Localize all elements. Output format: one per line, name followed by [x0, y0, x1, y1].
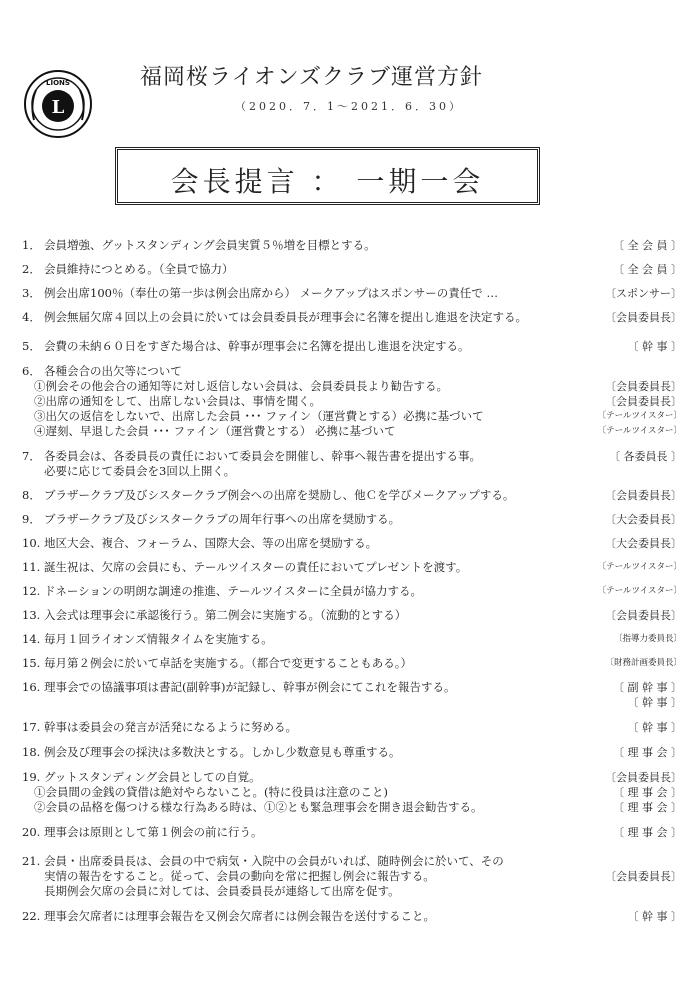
responsible-role: 〔 幹 事 〕: [627, 696, 682, 709]
responsible-role: 〔 幹 事 〕: [627, 340, 682, 353]
item-number: 22.: [22, 909, 41, 923]
responsible-role: [572, 854, 682, 869]
item-text: 長期例会欠席の会員に対しては、会員委員長が連絡して出席を促す。: [44, 884, 400, 898]
president-motto: 会長提言 ： 一期一会: [170, 165, 485, 198]
policy-item: [22, 488, 682, 503]
policy-item: [22, 238, 682, 253]
responsible-role: 〔 全 会 員 〕: [613, 263, 682, 276]
responsible-role: 〔 幹 事 〕: [627, 910, 682, 923]
responsible-role: 〔大会委員長〕: [605, 537, 682, 550]
motto-box: [115, 147, 540, 205]
item-number: 17.: [22, 720, 41, 734]
item-text: ①会員間の金銭の貸借は絶対やらないこと。(特に役員は注意のこと): [34, 785, 388, 799]
responsible-role: 〔スポンサー〕: [605, 287, 682, 300]
item-number: 10.: [22, 536, 41, 550]
policy-item: [22, 656, 682, 671]
responsible-role: 〔会員委員長〕: [605, 489, 682, 502]
responsible-role: 〔 理 事 会 〕: [613, 746, 682, 759]
item-number: 12.: [22, 584, 41, 598]
responsible-role: 〔 理 事 会 〕: [613, 826, 682, 839]
item-number: 11.: [22, 560, 41, 574]
responsible-role: 〔 理 事 会 〕: [613, 786, 682, 799]
item-text: 各種会合の出欠等について: [44, 364, 182, 378]
lions-logo: [22, 68, 94, 140]
item-text: 毎月第２例会に於いて卓話を実施する。（都合で変更することもある。）: [44, 656, 412, 670]
responsible-role: [572, 884, 682, 899]
item-text: 各委員会は、各委員長の責任において委員会を開催し、幹事へ報告書を提出する事。: [44, 449, 481, 463]
item-number: 18.: [22, 745, 41, 759]
responsible-role: 〔会員委員長〕: [605, 395, 682, 408]
responsible-role: 〔財務計画委員長〕: [605, 658, 682, 668]
item-text: 入会式は理事会に承認後行う。第二例会に実施する。（流動的とする）: [44, 608, 407, 622]
item-text: グットスタンディング会員としての自覚。: [44, 770, 261, 784]
item-text: 必要に応じて委員会を3回以上開く。: [44, 464, 236, 478]
item-text: ④遅刻、早退した会員 ･･･ ファイン（運営費とする） 必携に基づいて: [34, 424, 396, 438]
policy-item: [22, 680, 682, 710]
item-text: ブラザークラブ及びシスタークラブ例会への出席を奨励し、他Ｃを学びメークアップする。: [44, 488, 515, 502]
policy-item: [22, 286, 682, 301]
item-text: 例会及び理事会の採決は多数決とする。しかし少数意見も尊重する。: [44, 745, 401, 759]
policy-item: [22, 560, 682, 575]
responsible-role: 〔会員委員長〕: [605, 311, 682, 324]
item-text: ②会員の品格を傷つける様な行為ある時は、①②とも緊急理事会を開き退会勧告する。: [34, 800, 483, 814]
item-number: 7．: [22, 449, 41, 463]
policy-item: [22, 632, 682, 647]
document-title: 福岡桜ライオンズクラブ運営方針: [140, 65, 484, 90]
item-text: [44, 695, 584, 710]
item-text: ドネーションの明朗な調達の推進、テールツイスターに全員が協力する。: [44, 584, 423, 598]
item-text: 理事会での協議事項は書記(副幹事)が記録し、幹事が例会にてこれを報告する。: [44, 680, 456, 694]
policy-item: [22, 854, 682, 899]
policy-item: [22, 262, 682, 277]
policy-item: [22, 310, 682, 325]
policy-item: [22, 909, 682, 924]
item-number: 16.: [22, 680, 41, 694]
responsible-role: 〔テールツイスター〕: [597, 586, 682, 596]
item-number: 8．: [22, 488, 41, 502]
item-number: 20.: [22, 825, 41, 839]
responsible-role: 〔 理 事 会 〕: [613, 801, 682, 814]
item-number: 5．: [22, 339, 41, 353]
policy-item: [22, 512, 682, 527]
responsible-role: 〔 全 会 員 〕: [613, 239, 682, 252]
logo-lettering: LIONS: [46, 79, 70, 87]
responsible-role: 〔会員委員長〕: [605, 609, 682, 622]
responsible-role: 〔テールツイスター〕: [597, 562, 682, 572]
responsible-role: 〔指導力委員長〕: [613, 634, 682, 644]
item-text: ②出席の通知をして、出席しない会員は、事情を聞く。: [34, 394, 322, 408]
item-text: 地区大会、複合、フォーラム、国際大会、等の出席を奨励する。: [44, 536, 378, 550]
policy-item: [22, 608, 682, 623]
item-number: 3．: [22, 286, 41, 300]
responsible-role: 〔会員委員長〕: [605, 771, 682, 784]
term-period: （2020．7．1～2021．6．30）: [235, 100, 463, 113]
item-text: 会費の未納６０日をすぎた場合は、幹事が理事会に名簿を提出し進退を決定する。: [44, 339, 470, 353]
responsible-role: 〔 副 幹 事 〕: [613, 681, 682, 694]
item-text: 会員増強、グットスタンディング会員実質５％増を目標とする。: [44, 238, 376, 252]
item-number: 21.: [22, 854, 41, 868]
item-text: 会員維持につとめる。（全員で協力）: [44, 262, 234, 276]
item-text: 毎月１回ライオンズ情報タイムを実施する。: [44, 632, 273, 646]
responsible-role: [572, 364, 682, 379]
responsible-role: 〔会員委員長〕: [605, 380, 682, 393]
policy-item: [22, 770, 682, 815]
responsible-role: 〔テールツイスター〕: [597, 426, 682, 436]
item-text: 例会出席100％（奉仕の第一歩は例会出席から） メークアップはスポンサーの責任で …: [44, 286, 498, 300]
item-text: 会員・出席委員長は、会員の中で病気・入院中の会員がいれば、随時例会に於いて、その: [44, 854, 504, 868]
responsible-role: 〔会員委員長〕: [605, 870, 682, 883]
item-number: 13.: [22, 608, 41, 622]
item-number: 9．: [22, 512, 41, 526]
item-text: 幹事は委員会の発言が活発になるように努める。: [44, 720, 297, 734]
item-text: ③出欠の返信をしないで、出席した会員 ･･･ ファイン（運営費とする）必携に基づいて: [34, 409, 484, 423]
responsible-role: 〔 幹 事 〕: [627, 721, 682, 734]
item-number: 19.: [22, 770, 41, 784]
item-number: 2．: [22, 262, 41, 276]
policy-item: [22, 745, 682, 760]
item-text: 誕生祝は、欠席の会員にも、テールツイスターの責任においてプレゼントを渡す。: [44, 560, 468, 574]
policy-list: [22, 238, 682, 924]
svg-text:L: L: [51, 97, 65, 118]
item-number: 14.: [22, 632, 41, 646]
policy-item: [22, 825, 682, 840]
responsible-role: 〔大会委員長〕: [605, 513, 682, 526]
policy-item: [22, 720, 682, 735]
item-number: 1．: [22, 238, 41, 252]
responsible-role: 〔 各委員長 〕: [609, 450, 682, 463]
item-text: 理事会は原則として第１例会の前に行う。: [44, 825, 263, 839]
item-number: 15.: [22, 656, 41, 670]
policy-item: [22, 449, 682, 479]
policy-item: [22, 364, 682, 439]
policy-item: [22, 536, 682, 551]
item-number: 6．: [22, 364, 41, 378]
responsible-role: 〔テールツイスター〕: [597, 411, 682, 421]
policy-item: [22, 339, 682, 354]
item-text: 例会無届欠席４回以上の会員に於いては会員委員長が理事会に名簿を提出し進退を決定する。: [44, 310, 527, 324]
item-text: 実情の報告をすること。従って、会員の動向を常に把握し例会に報告する。: [44, 869, 435, 883]
item-text: ①例会その他会合の通知等に対し返信しない会員は、会員委員長より勧告する。: [34, 379, 448, 393]
item-number: 4．: [22, 310, 41, 324]
policy-item: [22, 584, 682, 599]
item-text: 理事会欠席者には理事会報告を又例会欠席者には例会報告を送付すること。: [44, 909, 435, 923]
item-text: ブラザークラブ及びシスタークラブの周年行事への出席を奨励する。: [44, 512, 401, 526]
